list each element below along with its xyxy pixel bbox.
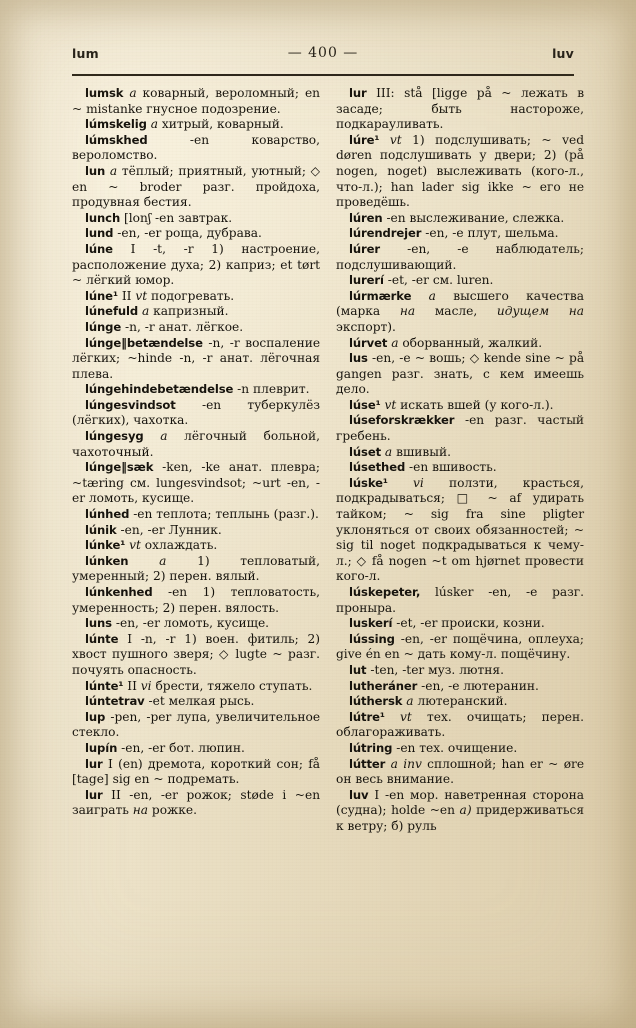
dictionary-entry (336, 694, 584, 710)
dictionary-entry (336, 211, 584, 227)
entry-headword: lut (349, 662, 367, 677)
dictionary-entry (72, 632, 320, 679)
dictionary-entry (336, 460, 584, 476)
entry-body: a лёгочный больной, чахоточный. (72, 429, 321, 459)
entry-body: lúsker -en, -e разг. пронырa. (336, 585, 585, 615)
entry-headword: lúngesyg (85, 429, 144, 444)
entry-headword: lússing (349, 631, 395, 646)
entry-body: a вшивый. (384, 444, 451, 459)
entry-body: -en, -e плут, шельма. (425, 226, 559, 241)
dictionary-entry (336, 133, 584, 211)
dictionary-entry (72, 585, 320, 616)
entry-headword: lus (349, 351, 368, 366)
entry-body: -en вшивость. (409, 460, 497, 475)
entry-headword: lutheráner (349, 678, 418, 693)
entry-headword: lúsethed (349, 460, 406, 475)
dictionary-entry (72, 86, 320, 117)
entry-body: -en тех. очищение. (396, 740, 518, 755)
dictionary-entry (336, 86, 584, 133)
entry-headword: lúrvet (349, 335, 388, 350)
dictionary-entry (72, 616, 320, 632)
dictionary-entry (72, 460, 320, 507)
entry-headword: lúnefuld (85, 304, 139, 319)
dictionary-entry (72, 164, 320, 211)
entry-body: I (en) дремота, короткий сон; få [tage] sig en ~ подремать. (72, 756, 321, 787)
entry-headword: lupín (85, 740, 118, 755)
dictionary-entry (336, 289, 584, 336)
entry-headword: lup (85, 709, 106, 724)
dictionary-entry (72, 289, 320, 305)
dictionary-entry (336, 476, 584, 585)
dictionary-entry (72, 242, 320, 289)
entry-headword: luskerí (349, 616, 393, 631)
entry-headword: lúmskelig (85, 117, 147, 132)
entry-body: -n, -r анат. лёгкое. (125, 319, 244, 334)
entry-body: a оборванный, жалкий. (391, 335, 543, 350)
entry-headword: lúngehindebetændelse (85, 382, 234, 397)
entry-headword: lúnken (85, 553, 129, 568)
dictionary-entry (336, 351, 584, 398)
entry-body: -en теплота; теплынь (разг.). (133, 507, 319, 522)
entry-body: -en, -e наблюдатель; подслушивающий. (336, 241, 585, 272)
entry-headword: luv (349, 787, 369, 802)
entry-body: vt тех. очищать; перен. облагораживать. (336, 709, 584, 740)
dictionary-entry (336, 679, 584, 695)
entry-headword: lúnkenhed (85, 585, 153, 599)
entry-headword: lúrendrejer (349, 226, 422, 241)
header-left-guideword: lum (72, 46, 99, 61)
entry-headword: lútring (349, 740, 393, 755)
entry-headword: lúnhed (85, 507, 130, 522)
page-number: — 400 — (287, 45, 359, 61)
entry-body: -en, -e ~ вошь; ◇ kende sine ~ på gangen разг. знать, с кем имеешь дело. (336, 351, 585, 397)
dictionary-entry (336, 273, 584, 289)
entry-headword: lúntetrav (85, 694, 145, 709)
entry-body: -n плеврит. (237, 382, 310, 397)
dictionary-entry (72, 757, 320, 788)
entry-body: -en, -er ломоть, кусище. (115, 616, 270, 631)
dictionary-entry (72, 741, 320, 757)
entry-headword: lunch (85, 210, 121, 225)
entry-headword: lúnte¹ (85, 678, 124, 693)
entry-headword: lúmskhed (85, 132, 148, 147)
dictionary-entry (72, 382, 320, 398)
entry-headword: lúset (349, 444, 382, 459)
dictionary-entry (336, 741, 584, 757)
entry-body: a лютеранский. (406, 694, 508, 709)
dictionary-entry (336, 585, 584, 616)
entry-body: vi ползти, красться, подкрадываться; □ ~ af удирать тайком; ~ sig fra sine pligter уклоняться от своих обязанностей; ~ sig til noget подкрадываться к чему-л.; ◇ få nogen ~t om hjørnet провести кого-л. (336, 475, 585, 584)
header-right-guideword: luv (552, 46, 574, 61)
dictionary-entry (336, 710, 584, 741)
entry-body: -ken, -ke анат. плевра; ~tæring см. lungesvindsot; ~urt -en, -er ломоть, кусище. (72, 460, 321, 506)
entry-headword: lútre¹ (349, 709, 385, 724)
dictionary-entry (72, 538, 320, 554)
entry-headword: lúthersk (349, 694, 403, 709)
dictionary-entry (72, 429, 320, 460)
entry-headword: lur (85, 787, 103, 802)
entry-headword: lúnke¹ (85, 538, 126, 553)
entry-body: I -en мор. наветренная сторона (судна); holde ~en a) придерживаться к ветру; б) руль (336, 787, 585, 833)
entry-headword: lúnge‖betændelse (85, 335, 203, 350)
dictionary-entry (72, 304, 320, 320)
entry-body: vt 1) подслушивать; ~ ved døren подслушивать у двери; 2) (på nogen, noget) выслеживать (кого-л., что-л.); han lader sig ikke ~ его не проведёшь. (336, 132, 585, 210)
entry-headword: lúske¹ (349, 475, 388, 490)
right-column (336, 86, 584, 835)
dictionary-entry (72, 554, 320, 585)
entry-body: a капризный. (142, 304, 229, 319)
entry-headword: lúseforskrækker (349, 413, 455, 428)
dictionary-entry (72, 507, 320, 523)
entry-body: a коварный, вероломный; en ~ mistanke гнусное подозрение. (72, 86, 320, 116)
entry-headword: lur (85, 756, 103, 771)
entry-headword: lúskepeter, (349, 585, 421, 599)
entry-body: -et мелкая рысь. (148, 694, 255, 709)
entry-headword: lúse¹ (349, 397, 381, 412)
entry-headword: lúnik (85, 522, 117, 537)
entry-body: III: stå [ligge på ~ лежать в засаде; быть настороже, подкарауливать. (336, 86, 585, 132)
dictionary-entry (72, 336, 320, 383)
dictionary-entry (72, 211, 320, 227)
dictionary-entry (336, 757, 584, 788)
entry-body: -et, -er см. luren. (387, 273, 494, 288)
entry-body: -en выслеживание, слежка. (386, 210, 565, 225)
entry-body: -en, -er роща, дубрава. (117, 226, 262, 241)
dictionary-entry (336, 616, 584, 632)
entry-headword: lúnge (85, 319, 122, 334)
entry-body: -en, -er бот. люпин. (121, 740, 245, 755)
entry-body: a хитрый, коварный. (150, 117, 284, 132)
dictionary-entry (336, 788, 584, 835)
entry-headword: lúnte (85, 631, 119, 646)
entry-body: a 1) тепловатый, умеренный; 2) перен. вялый. (72, 553, 320, 584)
entry-body: a inv сплошной; han er ~ øre он весь внимание. (336, 756, 585, 787)
dictionary-entry (72, 788, 320, 819)
entry-body: vt охлаждать. (129, 538, 218, 553)
entry-body: -pen, -per лупа, увеличительное стекло. (72, 709, 321, 740)
dictionary-entry (72, 710, 320, 741)
entry-body: II -en, -er рожок; støde i ~en заиграть на рожке. (72, 787, 321, 818)
entry-body: -en коварство, вероломство. (72, 132, 321, 163)
entry-headword: luns (85, 616, 112, 631)
entry-headword: lúrmærke (349, 288, 412, 303)
dictionary-entry (72, 679, 320, 695)
entry-body: II vi брести, тяжело ступать. (127, 678, 313, 693)
entry-headword: lur (349, 86, 367, 100)
entry-body: -en 1) тепловатость, умеренность; 2) перен. вялость. (72, 585, 321, 615)
entry-body: -en разг. частый гребень. (336, 413, 585, 444)
dictionary-entry (336, 398, 584, 414)
entry-headword: lútter (349, 756, 386, 771)
entry-headword: lumsk (85, 86, 124, 100)
entry-body: II vt подогревать. (121, 288, 235, 303)
entry-headword: lúren (349, 210, 383, 225)
entry-body: [lonʃ -en завтрак. (123, 210, 233, 225)
dictionary-entry (72, 226, 320, 242)
entry-body: I -n, -r 1) воен. фитиль; 2) хвост пушного зверя; ◇ lugte ~ разг. почуять опасность. (72, 631, 321, 677)
entry-body: -en туберкулёз (лёгких), чахотка. (72, 397, 320, 428)
dictionary-entry (72, 133, 320, 164)
dictionary-entry (336, 336, 584, 352)
dictionary-entry (336, 226, 584, 242)
entry-headword: lurerí (349, 273, 384, 288)
dictionary-entry (72, 320, 320, 336)
dictionary-entry (336, 632, 584, 663)
entry-body: -en, -er Лунник. (120, 522, 222, 537)
dictionary-entry (336, 413, 584, 444)
entry-headword: lun (85, 163, 106, 178)
entry-headword: lúne¹ (85, 288, 118, 303)
dictionary-entry (336, 242, 584, 273)
entry-body: -en, -e лютеранин. (421, 678, 539, 693)
header-rule (72, 74, 574, 76)
entry-body: vt искать вшей (у кого-л.). (384, 397, 554, 412)
dictionary-entry (72, 694, 320, 710)
entry-body: a высшего качества (марка на масле, идущем на экспорт). (336, 288, 585, 334)
entry-body: -ten, -ter муз. лютня. (370, 662, 504, 677)
entry-body: a тёплый; приятный, уютный; ◇ en ~ broder разг. пройдоха, продувная бестия. (72, 163, 321, 210)
dictionary-entry (336, 445, 584, 461)
entry-body: -en, -er пощёчина, оплеуха; give én en ~ дать кому-л. пощёчину. (336, 631, 585, 662)
entry-body: I -t, -r 1) настроение, расположение духа; 2) каприз; et tørt ~ лёгкий юмор. (72, 241, 321, 288)
left-column (72, 86, 320, 819)
dictionary-entry (72, 523, 320, 539)
page-header (72, 46, 574, 72)
entry-headword: lúrer (349, 241, 381, 256)
entry-body: -n, -r воспаление лёгких; ~hinde -n, -r анат. лёгочная плева. (72, 335, 321, 381)
entry-headword: lund (85, 226, 114, 241)
dictionary-entry (72, 117, 320, 133)
entry-headword: lúre¹ (349, 132, 380, 147)
entry-headword: lúne (85, 241, 113, 256)
dictionary-entry (72, 398, 320, 429)
entry-body: -et, -er происки, козни. (396, 616, 545, 631)
entry-headword: lúnge‖sæk (85, 460, 154, 475)
entry-headword: lúngesvindsot (85, 397, 176, 412)
dictionary-entry (336, 663, 584, 679)
